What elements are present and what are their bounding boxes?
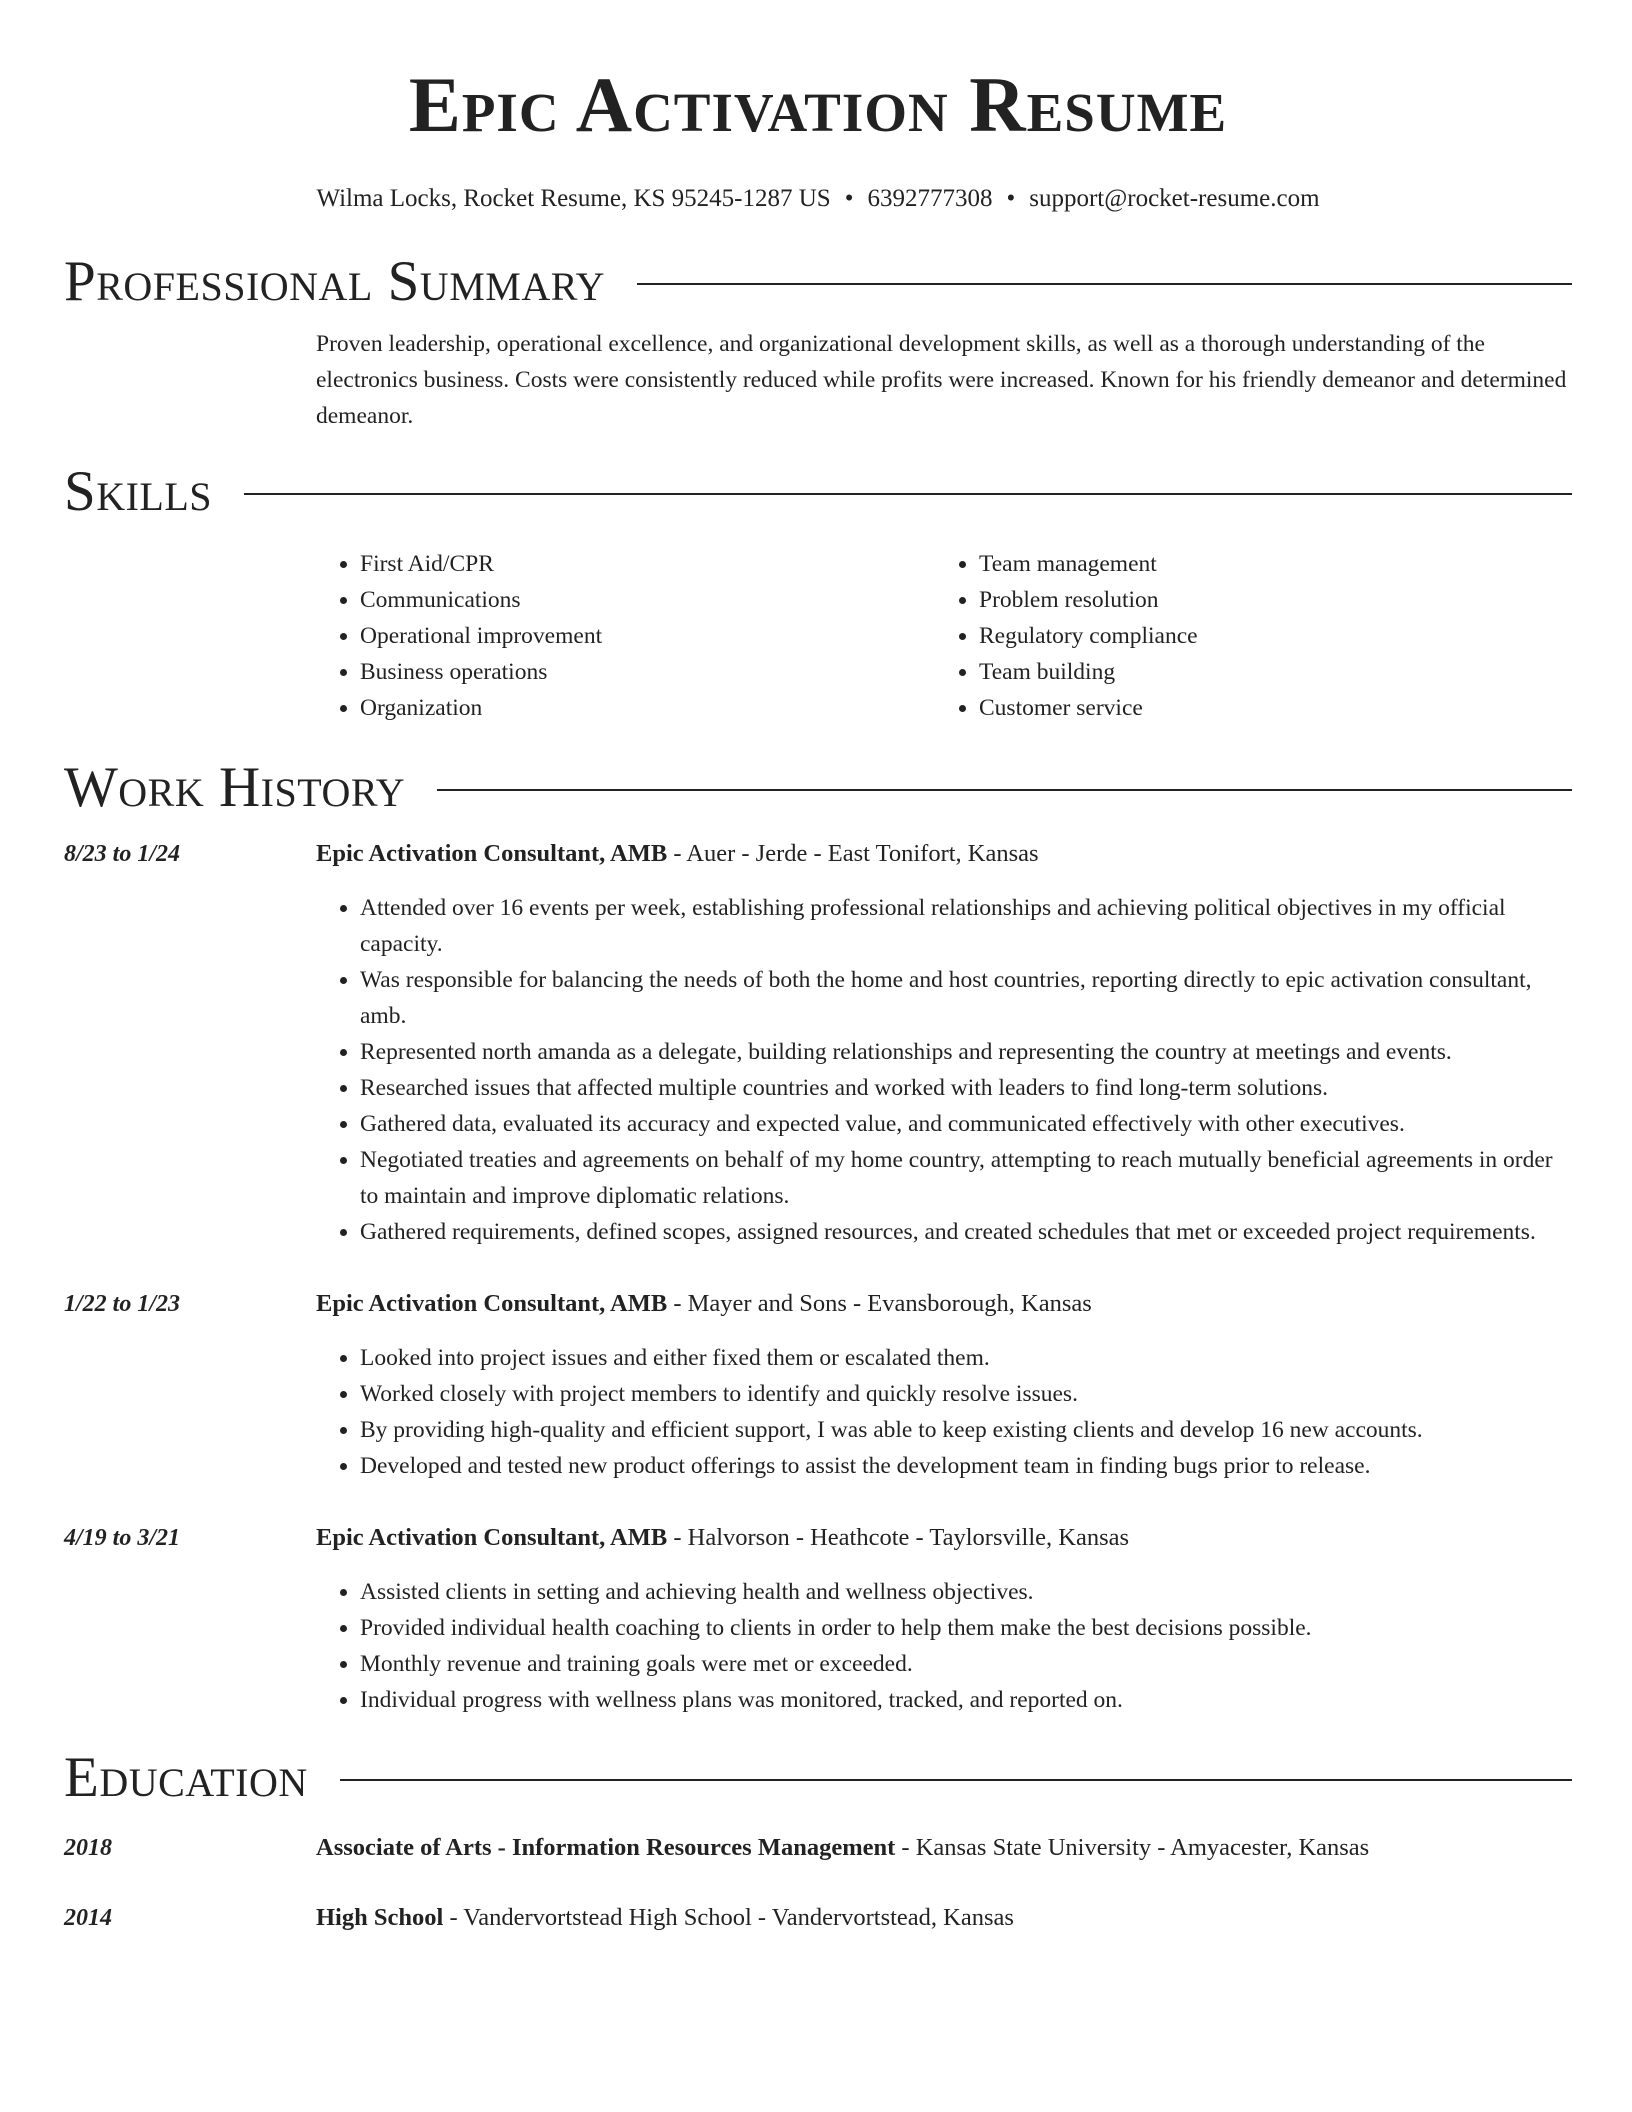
job-dates: 4/19 to 3/21 [64,1525,181,1551]
resume-title: Epic Activation Resume [408,61,1228,148]
education-year: 2014 [64,1905,112,1931]
education-year: 2018 [64,1835,112,1861]
section-divider [437,789,1572,791]
education-school: - Kansas State University - Amyacester, Kansas [895,1834,1370,1861]
job-bullet: • Negotiated treaties and agreements on behalf of my home country, attempting to reach mutually beneficial agreements in order to maintain and improve diplomatic relations. [360,1142,1572,1214]
job-title: Epic Activation Consultant, AMB [316,1524,668,1551]
job-bullet: • Provided individual health coaching to clients in order to help them make the best decisions possible. [360,1610,1572,1646]
section-divider [244,493,1572,495]
job-entry [64,1520,1572,1718]
job-employer: - Halvorson - Heathcote - Taylorsville, Kansas [667,1524,1130,1551]
education-section-header [64,1746,1572,1810]
address: Wilma Locks, Rocket Resume, KS 95245-1287 US [316,185,831,212]
job-entry [64,1286,1572,1484]
job-bullet: • Developed and tested new product offerings to assist the development team in finding bugs prior to release. [360,1448,1572,1484]
job-bullet: • By providing high-quality and efficient support, I was able to keep existing clients and develop 16 new accounts. [360,1412,1572,1448]
education-entry [64,1830,1572,1866]
summary-text: Proven leadership, operational excellence, and organizational development skills, as well as a thorough understanding of the electronics business. Costs were consistently reduced while profits were increased. Known for his friendly demeanor and determined demeanor. [316,331,1567,429]
skill-item: • Team building [979,654,1554,690]
section-heading: Work History [64,756,406,819]
job-employer: - Auer - Jerde - East Tonifort, Kansas [667,840,1039,867]
education-degree: High School [316,1904,444,1931]
job-bullets [316,1340,1572,1484]
job-dates: 8/23 to 1/24 [64,841,181,867]
skill-item: • Operational improvement [360,618,935,654]
education-heading [316,1830,1369,1866]
education-school: - Vandervortstead High School - Vandervortstead, Kansas [443,1904,1014,1931]
section-heading: Education [64,1746,308,1809]
skill-item: • Communications [360,582,935,618]
job-bullet: • Looked into project issues and either fixed them or escalated them. [360,1340,1572,1376]
job-bullet: • Researched issues that affected multiple countries and worked with leaders to find long-term solutions. [360,1070,1572,1106]
email: support@rocket-resume.com [1029,185,1320,212]
skill-item: • Team management [979,546,1554,582]
job-title: Epic Activation Consultant, AMB [316,840,668,867]
job-bullet: • Monthly revenue and training goals were met or exceeded. [360,1646,1572,1682]
job-bullet: • Represented north amanda as a delegate, building relationships and representing the country at meetings and events. [360,1034,1572,1070]
job-entry [64,836,1572,1250]
skill-item: • Organization [360,690,935,726]
separator: • [844,185,854,212]
job-bullet: • Gathered requirements, defined scopes, assigned resources, and created schedules that met or exceeded project requirements. [360,1214,1572,1250]
skill-item: • Customer service [979,690,1554,726]
skills-section-header [64,460,1572,524]
separator: • [1006,185,1016,212]
job-dates: 1/22 to 1/23 [64,1291,181,1317]
section-divider [637,283,1572,285]
section-heading: Professional Summary [64,250,606,313]
section-divider [340,1779,1572,1781]
section-heading: Skills [64,460,213,523]
resume-page [64,0,1572,1936]
job-employer: - Mayer and Sons - Evansborough, Kansas [667,1290,1092,1317]
education-heading [316,1900,1014,1936]
skills-list [316,546,1572,726]
job-bullet: • Worked closely with project members to identify and quickly resolve issues. [360,1376,1572,1412]
job-bullet: • Attended over 16 events per week, establishing professional relationships and achieving political objectives in my official capacity. [360,890,1572,962]
skills-column-left [316,546,935,726]
work-section-header [64,756,1572,820]
skills-column-right [935,546,1554,726]
job-heading [316,836,1572,872]
skill-item: • Problem resolution [979,582,1554,618]
job-heading [316,1520,1572,1556]
skill-item: • Regulatory compliance [979,618,1554,654]
skill-item: • First Aid/CPR [360,546,935,582]
job-bullet: • Was responsible for balancing the needs of both the home and host countries, reporting directly to epic activation consultant, amb. [360,962,1572,1034]
job-bullets [316,890,1572,1250]
job-title: Epic Activation Consultant, AMB [316,1290,668,1317]
job-heading [316,1286,1572,1322]
job-bullet: • Gathered data, evaluated its accuracy and expected value, and communicated effectively with other executives. [360,1106,1572,1142]
job-bullets [316,1574,1572,1718]
education-degree: Associate of Arts - Information Resources Management [316,1834,896,1861]
education-entry [64,1900,1572,1936]
phone: 6392777308 [867,185,993,212]
contact-line [64,182,1572,216]
summary-section-header [64,250,1572,314]
job-bullet: • Individual progress with wellness plans was monitored, tracked, and reported on. [360,1682,1572,1718]
job-bullet: • Assisted clients in setting and achieving health and wellness objectives. [360,1574,1572,1610]
skill-item: • Business operations [360,654,935,690]
